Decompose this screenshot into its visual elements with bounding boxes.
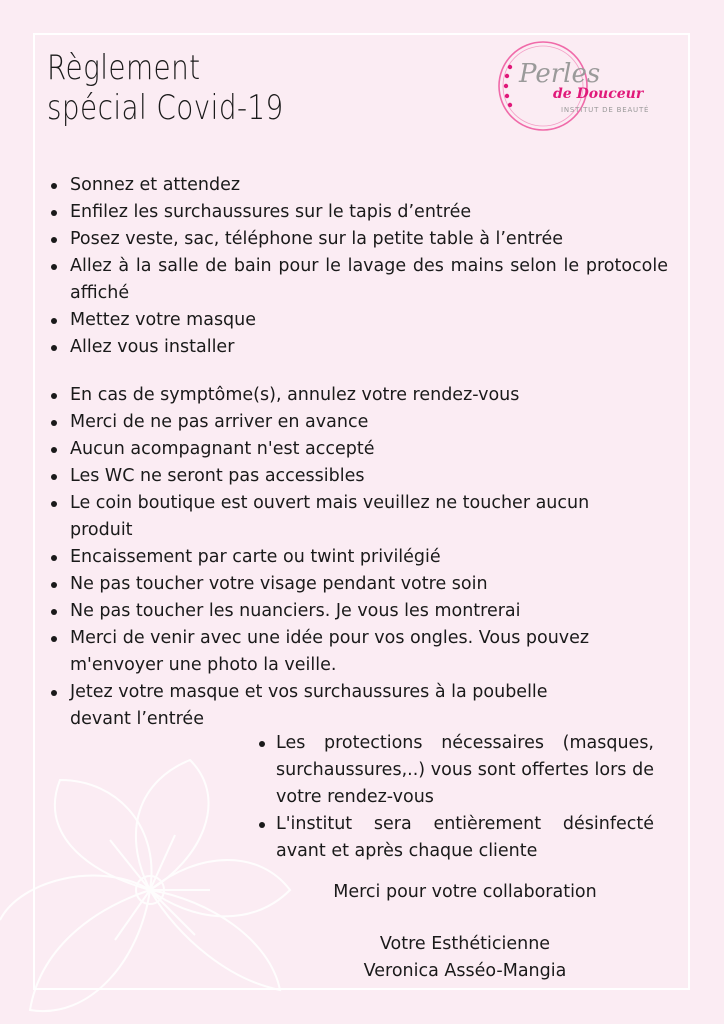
logo-dot bbox=[508, 65, 512, 69]
signature-name: Veronica Asséo-Mangia bbox=[363, 961, 567, 981]
list-item: Merci de ne pas arriver en avance bbox=[48, 409, 668, 436]
list-item: Jetez votre masque et vos surchaussures à la poubelle devant l’entrée bbox=[48, 679, 668, 733]
list-item: Aucun acompagnant n'est accepté bbox=[48, 436, 668, 463]
list-item: Ne pas toucher votre visage pendant votre soin bbox=[48, 571, 668, 598]
rules-list-general bbox=[48, 382, 668, 733]
list-item: Les WC ne seront pas accessibles bbox=[48, 463, 668, 490]
title-line-1: Règlement bbox=[47, 48, 201, 88]
logo-tagline: INSTITUT DE BEAUTÉ bbox=[561, 106, 650, 114]
list-item: Sonnez et attendez bbox=[48, 172, 668, 199]
list-item: Ne pas toucher les nuanciers. Je vous les montrerai bbox=[48, 598, 668, 625]
logo-dot bbox=[504, 84, 508, 88]
page-title bbox=[47, 48, 284, 128]
list-item: Allez vous installer bbox=[48, 334, 668, 361]
list-item: Encaissement par carte ou twint privilégié bbox=[48, 544, 668, 571]
flower-outline-decoration bbox=[0, 740, 300, 1024]
title-line-2: spécial Covid-19 bbox=[47, 88, 284, 128]
list-item: Allez à la salle de bain pour le lavage des mains selon le protocole affiché bbox=[48, 253, 668, 307]
logo-dot bbox=[508, 103, 512, 107]
list-item: Merci de venir avec une idée pour vos ongles. Vous pouvez m'envoyer une photo la veille. bbox=[48, 625, 668, 679]
logo-dot bbox=[505, 74, 509, 78]
list-item: Mettez votre masque bbox=[48, 307, 668, 334]
signature-role: Votre Esthéticienne bbox=[379, 934, 551, 954]
list-item: Posez veste, sac, téléphone sur la petite table à l’entrée bbox=[48, 226, 668, 253]
list-item: Le coin boutique est ouvert mais veuillez ne toucher aucun produit bbox=[48, 490, 668, 544]
logo-brand-line1: Perles bbox=[519, 59, 601, 89]
list-item: Les protections nécessaires (masques, surchaussures,..) vous sont offertes lors de votre rendez-vous bbox=[256, 730, 654, 811]
logo-dot bbox=[505, 94, 509, 98]
rules-list-info bbox=[256, 730, 654, 865]
list-item: Enfilez les surchaussures sur le tapis d’entrée bbox=[48, 199, 668, 226]
rules-list-arrival bbox=[48, 172, 668, 361]
list-item: En cas de symptôme(s), annulez votre rendez-vous bbox=[48, 382, 668, 409]
logo-brand-line2: de Douceur bbox=[553, 86, 644, 102]
list-item: L'institut sera entièrement désinfecté avant et après chaque cliente bbox=[256, 811, 654, 865]
closing-thanks: Merci pour votre collaboration bbox=[333, 882, 597, 902]
brand-logo bbox=[495, 34, 655, 134]
